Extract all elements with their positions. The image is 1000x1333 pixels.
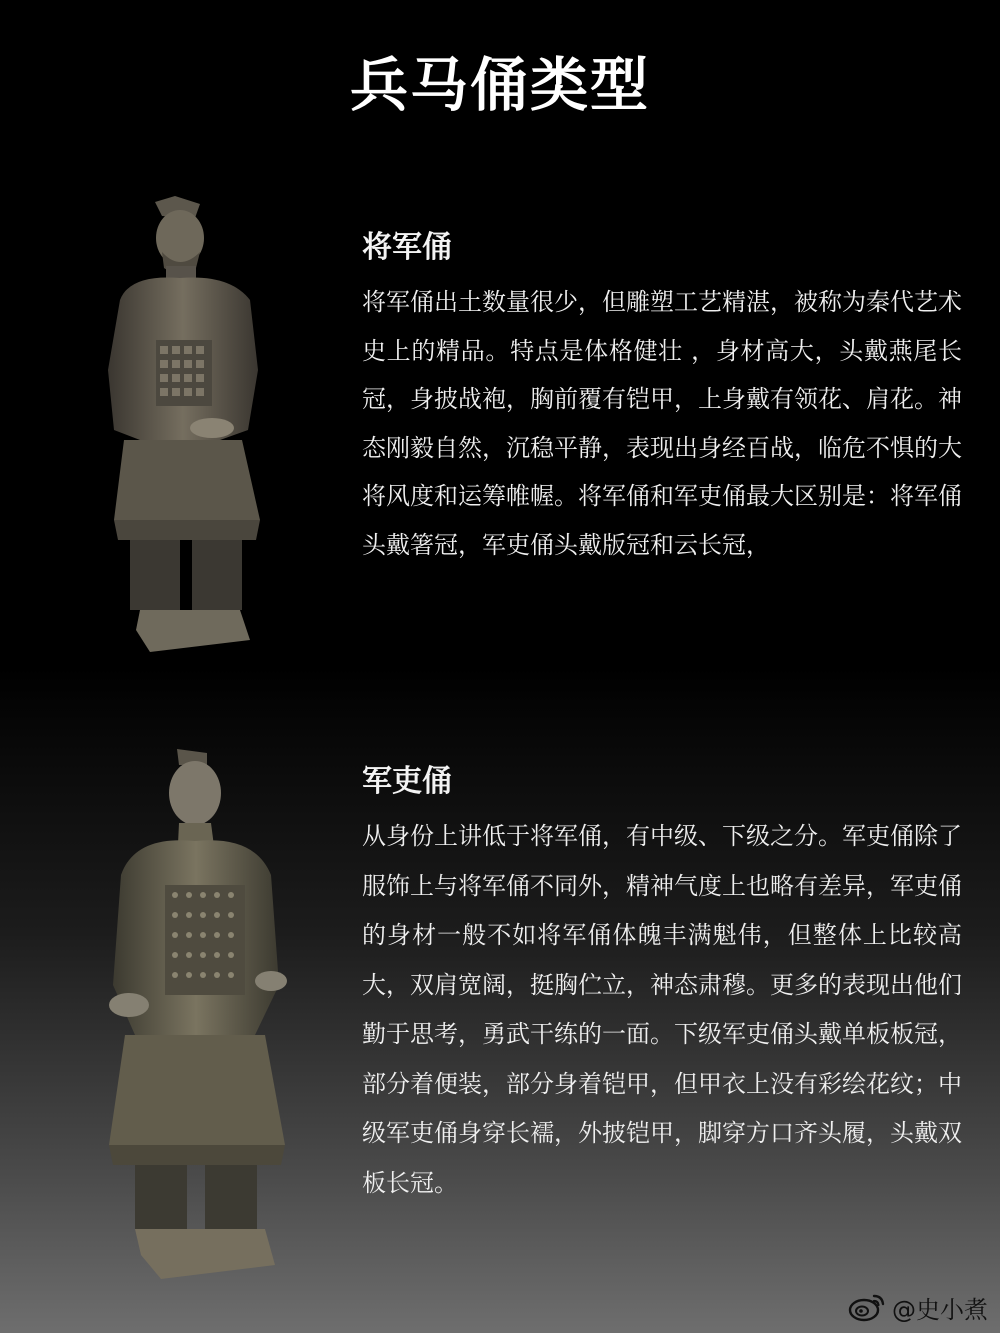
section-officer	[362, 760, 962, 1208]
section-body: 将军俑出土数量很少，但雕塑工艺精湛，被称为秦代艺术史上的精品。特点是体格健壮 ，身材高大，头戴燕尾长冠，身披战袍，胸前覆有铠甲，上身戴有领花、肩花。神态刚毅自然，沉稳平静，表现出身经百战，临危不惧的大将风度和运筹帷幄。将军俑和军吏俑最大区别是：将军俑头戴箸冠，军吏俑头戴版冠和云长冠，	[362, 288, 962, 559]
watermark	[848, 1289, 988, 1325]
general-terracotta-warrior-icon	[100, 190, 280, 670]
section-general	[362, 226, 962, 569]
watermark-text: @史小煮	[892, 1295, 988, 1324]
section-body: 从身份上讲低于将军俑，有中级、下级之分。军吏俑除了服饰上与将军俑不同外，精神气度上也略有差异，军吏俑的身材一般不如将军俑体魄丰满魁伟，但整体上比较高大，双肩宽阔，挺胸伫立，神态肃穆。更多的表现出他们勤于思考，勇武干练的一面。下级军吏俑头戴单板板冠，部分着便装，部分身着铠甲，但甲衣上没有彩绘花纹；中级军吏俑身穿长襦，外披铠甲，脚穿方口齐头履，头戴双板长冠。	[362, 822, 962, 1197]
general-figure-image	[100, 190, 280, 670]
weibo-icon	[848, 1292, 886, 1322]
section-heading: 军吏俑	[362, 764, 452, 799]
officer-terracotta-warrior-icon	[95, 745, 295, 1285]
page-title: 兵马俑类型	[349, 51, 650, 119]
section-heading: 将军俑	[362, 230, 452, 265]
officer-figure-image	[95, 745, 295, 1285]
